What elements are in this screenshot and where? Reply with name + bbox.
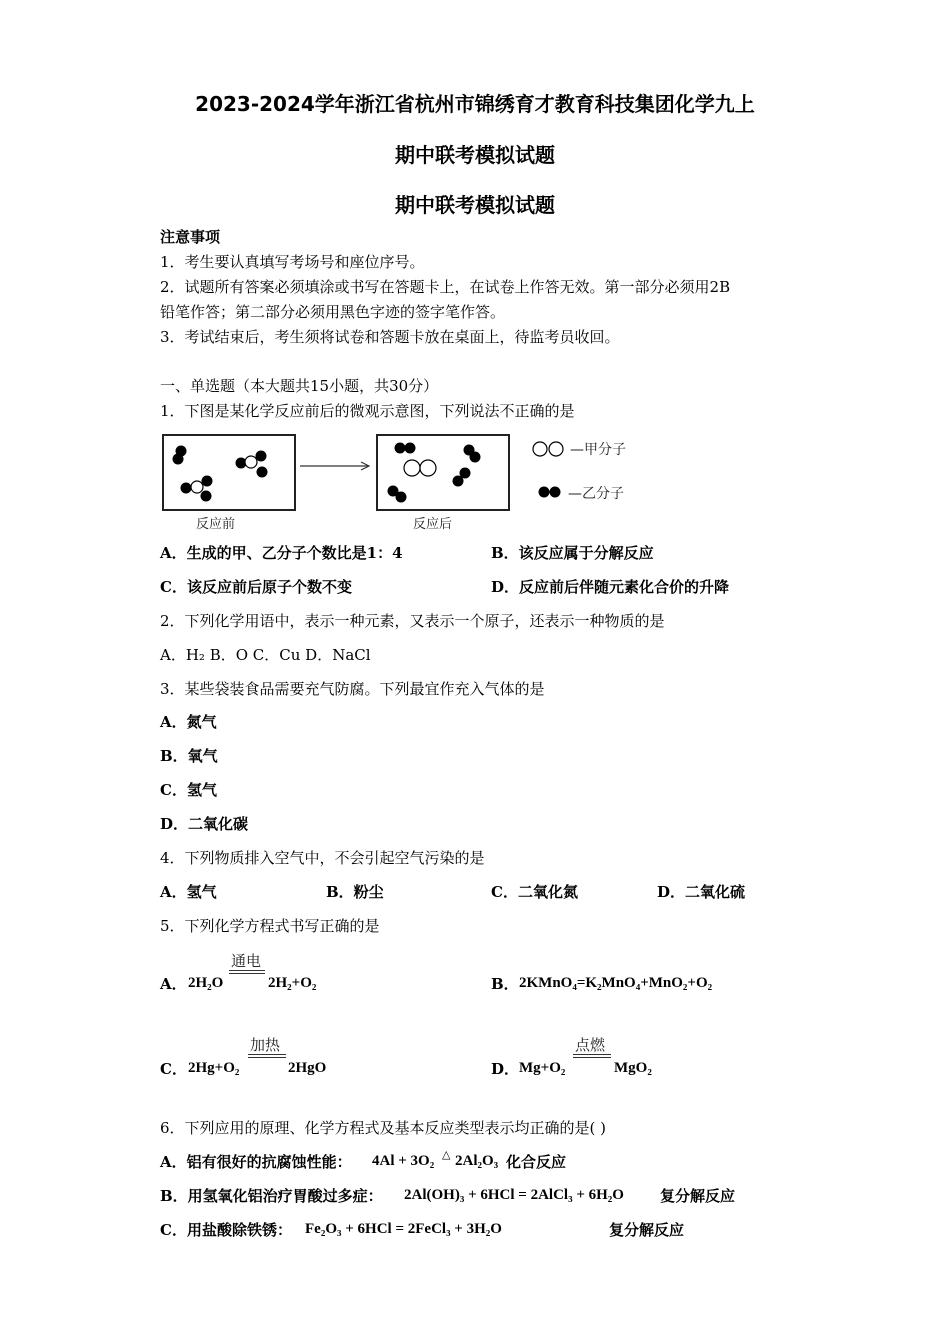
after-reaction-box xyxy=(376,434,510,511)
question-4-option-c: C．二氧化氮 xyxy=(491,883,578,901)
option-label: B． xyxy=(491,975,519,993)
after-label: 反应后 xyxy=(413,517,453,532)
title-line-2: 期中联考模拟试题 xyxy=(395,143,555,167)
reactants: Mg+O₂ xyxy=(519,1060,566,1076)
question-2-stem: 2．下列化学用语中，表示一种元素，又表示一个原子，还表示一种物质的是 xyxy=(160,612,665,630)
question-3-option-a: A．氮气 xyxy=(160,713,217,731)
question-1-stem: 1．下图是某化学反应前后的微观示意图，下列说法不正确的是 xyxy=(160,402,575,420)
legend-jia-label: —甲分子 xyxy=(570,442,626,458)
notes-heading: 注意事项 xyxy=(160,228,221,246)
after-molecules xyxy=(378,436,508,509)
reaction-type: 复分解反应 xyxy=(609,1221,685,1239)
reaction-condition: 点燃 xyxy=(575,1036,606,1054)
reaction-bar xyxy=(248,1054,286,1055)
question-3-option-b: B．氧气 xyxy=(160,747,218,765)
question-4-option-d: D．二氧化硫 xyxy=(657,883,746,901)
question-1-option-a: A．生成的甲、乙分子个数比是1：4 xyxy=(160,544,403,562)
equation: Fe₂O₃ + 6HCl = 2FeCl₃ + 3H₂O xyxy=(305,1221,502,1237)
reaction-bar xyxy=(248,1057,286,1058)
option-text: C．用盐酸除铁锈： xyxy=(160,1221,292,1239)
reaction-condition: 加热 xyxy=(250,1036,281,1054)
reactants: 2H₂O xyxy=(188,975,224,991)
arrow-icon xyxy=(298,460,374,472)
reaction-bar xyxy=(573,1054,611,1055)
reaction-bar xyxy=(229,970,265,971)
before-label: 反应前 xyxy=(196,517,236,532)
before-molecules xyxy=(164,436,294,509)
question-3-option-d: D．二氧化碳 xyxy=(160,815,249,833)
product: 2Al₂O₃ xyxy=(455,1153,499,1169)
title-line-3: 期中联考模拟试题 xyxy=(395,193,555,217)
products: 2HgO xyxy=(288,1060,327,1076)
products: MgO₂ xyxy=(614,1060,652,1076)
question-3-option-c: C．氢气 xyxy=(160,781,217,799)
option-label: C． xyxy=(160,1060,187,1078)
question-2-options: A．H₂ B．O C．Cu D．NaCl xyxy=(160,646,371,664)
reaction-type: 化合反应 xyxy=(506,1153,567,1171)
before-reaction-box xyxy=(162,434,296,511)
question-1-option-c: C．该反应前后原子个数不变 xyxy=(160,578,352,596)
jia-molecule-icon xyxy=(531,441,571,457)
reaction-bar xyxy=(573,1057,611,1058)
reaction-bar xyxy=(229,973,265,974)
option-text: A．铝有很好的抗腐蚀性能： xyxy=(160,1153,352,1171)
heat-symbol: △ xyxy=(442,1149,451,1161)
question-1-option-b: B．该反应属于分解反应 xyxy=(491,544,654,562)
reaction-type: 复分解反应 xyxy=(660,1187,736,1205)
reactants: 2Hg+O₂ xyxy=(188,1060,240,1076)
note-item: 1．考生要认真填写考场号和座位序号。 xyxy=(160,253,425,271)
equation: 2Al(OH)₃ + 6HCl = 2AlCl₃ + 6H₂O xyxy=(404,1187,624,1203)
legend-yi-label: —乙分子 xyxy=(568,486,624,502)
note-item: 铅笔作答；第二部分必须用黑色字迹的签字笔作答。 xyxy=(160,303,506,321)
yi-molecule-icon xyxy=(537,485,567,499)
option-text: B．用氢氧化铝治疗胃酸过多症： xyxy=(160,1187,383,1205)
products: 2H₂+O₂ xyxy=(268,975,317,991)
question-4-option-b: B．粉尘 xyxy=(326,883,384,901)
question-4-stem: 4．下列物质排入空气中，不会引起空气污染的是 xyxy=(160,849,485,867)
question-6-stem: 6．下列应用的原理、化学方程式及基本反应类型表示均正确的是( ) xyxy=(160,1119,607,1137)
section-heading: 一、单选题（本大题共15小题，共30分） xyxy=(160,377,439,395)
note-item: 3．考试结束后，考生须将试卷和答题卡放在桌面上，待监考员收回。 xyxy=(160,328,620,346)
option-label: D． xyxy=(491,1060,520,1078)
question-4-option-a: A．氢气 xyxy=(160,883,217,901)
question-5-stem: 5．下列化学方程式书写正确的是 xyxy=(160,917,380,935)
note-item: 2．试题所有答案必须填涂或书写在答题卡上，在试卷上作答无效。第一部分必须用2B xyxy=(160,278,731,296)
equation: 4Al + 3O₂ xyxy=(372,1153,435,1169)
title-line-1: 2023-2024学年浙江省杭州市锦绣育才教育科技集团化学九上 xyxy=(195,92,755,116)
option-label: A． xyxy=(160,975,187,993)
reaction-condition: 通电 xyxy=(231,952,262,970)
equation: 2KMnO₄=K₂MnO₄+MnO₂+O₂ xyxy=(519,975,713,991)
question-3-stem: 3．某些袋装食品需要充气防腐。下列最宜作充入气体的是 xyxy=(160,680,545,698)
question-1-option-d: D．反应前后伴随元素化合价的升降 xyxy=(491,578,730,596)
